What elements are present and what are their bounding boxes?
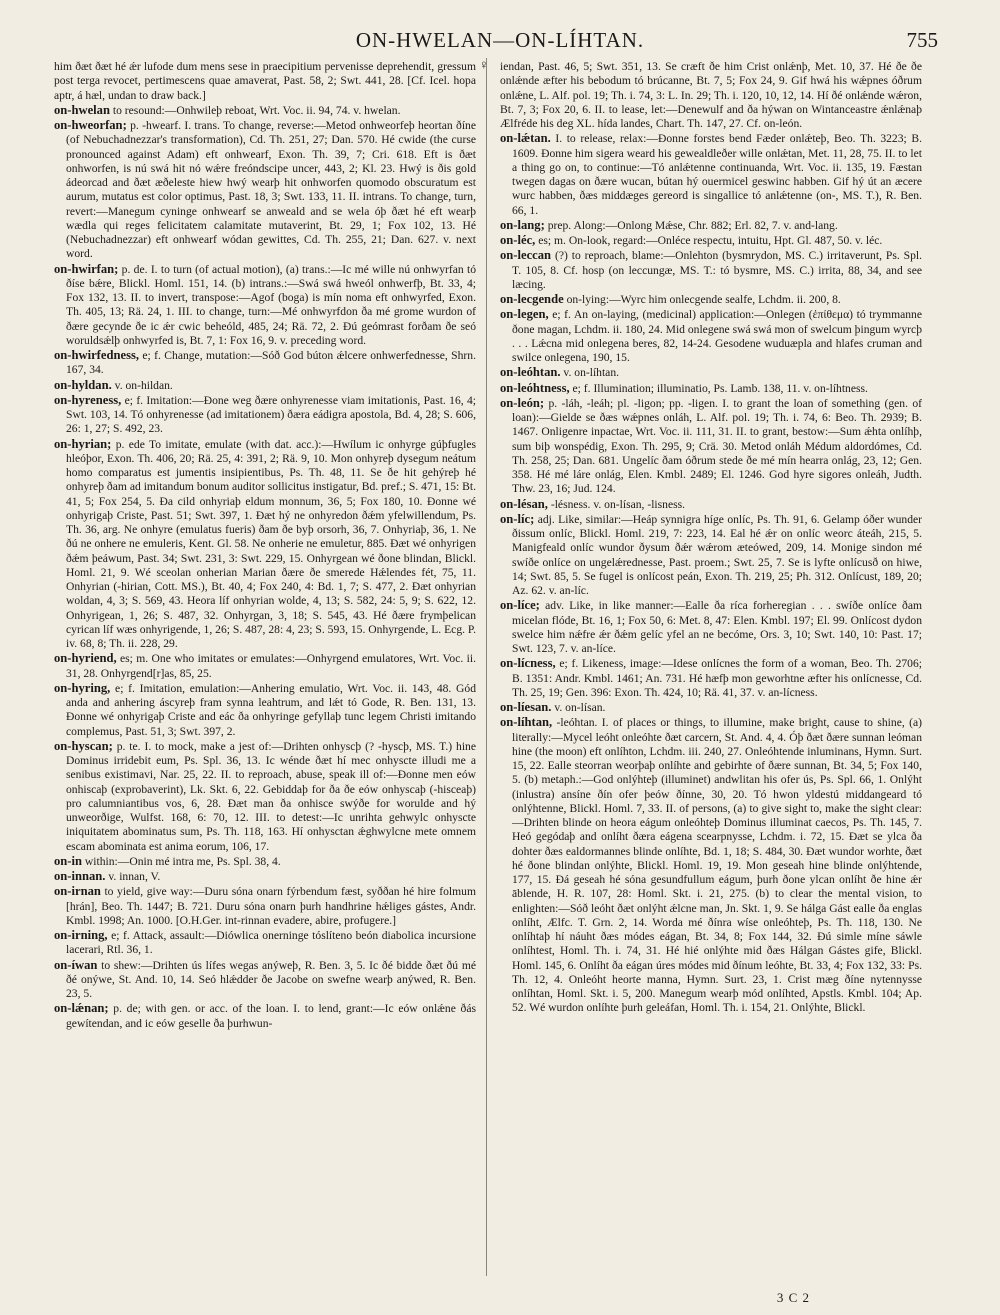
entry-headword: on-líce; (500, 598, 540, 613)
entry-headword: on-hwirfedness, (54, 348, 140, 362)
entry-definition: to resound:—Onhwileþ reboat, Wrt. Voc. ii. 94, 74. v. hwelan. (109, 103, 401, 117)
dictionary-entry (500, 700, 922, 715)
entry-headword: on-irnan (54, 884, 101, 899)
dictionary-entry (54, 958, 476, 1002)
entry-definition: es; m. On-look, regard:—Onléce respectu, intuitu, Hpt. Gl. 487, 50. v. léc. (535, 234, 883, 247)
entry-definition: adv. Like, in like manner:—Ealle ða ríca forheregian . . . swíðe onlíce ðam micelan flóde, Bt. 16, 1; Fox 50, 6: Met. 8, 47: Elen. Kmbl. 197; El. 99. Onlícost dydon swelce him nǽfre ǽr ðǽm gelíc yfel an ne becóme, Ors. 3, 10; Swt. 140, 10: Past. 17; Swt. 123, 7. v. an-líce. (512, 599, 922, 655)
entry-definition: -lésness. v. on-lísan, -lisness. (547, 497, 686, 511)
entry-definition: (?) to reproach, blame:—Onlehton (bysmrydon, MS. C.) irritaverunt, Ps. Spl. T. 105, 8. Cf. hosp (on leccungæ, MS. T.: tó bysmre, MS. C.) irrita, 88, 34, and see læcing. (512, 249, 922, 291)
entry-definition: e; f. An on-laying, (medicinal) application:—Onlegen (ἐπίθεμα) tó trymmanne ðone magan, Lchdm. ii. 180, 24. Mid onlegene swá swá mon of swelcum þingum wyrcþ . . . Lǽcna mid onlegena beres, 82, 14-24. Gesodene wuduæpla and hlafes cruman and swilce onlegena, 190, 15. (512, 308, 922, 364)
entry-definition: -leóhtan. I. of places or things, to illumine, make bright, cause to shine, (a) literally:—Mycel leóht onleóhte ðæt carcern, St. And. 4, 4. Óþ ðæt ðære sunnan leóman hine (the moon) eft onlíhton, Lchdm. iii. 240, 27. Onleóhtende inluminans, Hymn. Surt. 15, 22. Ealle steorran weorþaþ onlíhte and gebirhte of ðære sunnan, Bt. 34, 5; Fox 140, 5. (b) metaph.:—God onlýhteþ (illuminet) andwlitan his ofer ús, Ps. Spl. 66, 1. Onlýht (inlustra) ansíne ðín ofer þeów ðínne, 30, 20. Tó hwon yldestú middangeard tó onlýhtenne, Blickl. Homl. 7, 33. II. of persons, (a) to give sight to, make the sight clear:—Drihten blinde on heora eágum onleóhteþ Dominus illuminat caecos, Ps. Th. 145, 7. Heó gegódaþ and onlíht ðæra eágena scearpnysse, Lchdm. i. 72, 15. Ðæt se ylca ða dohter ðæs ealdormannes blinde onlíhte, Bd. 1, 18; S. 484, 30. Ðæt wundor worhte, ðæt hé ðone blindan onlýhte, Blickl. Homl. 19, 19. Mon geseah hine blinde onlýhtende, 177, 15. Ðá geseah hé sóna gesundfullum eágum, þurh ðone ylcan onlíht ðe hine ǽr āblende, H. R. 107, 28: Homl. Skt. i. 21, 275. (b) to clear the mental vision, to enlighten:—Sóð leóht ðæt onlýht ǽlcne man, Jn. Skt. 1, 9. Se hálga Gást ealle ða englas onlíht, Ælfc. T. Grn. 2, 14. Worda mé ðínra wíse onleóhteþ, Ps. Th. 118, 130. Ne onlíhtaþ hí náuht ðæs módes eágan, Bt. 34, 8; Fox 144, 32. Ðú simle míne sáwle onlíhtest, Homl. Th. i. 74, 31. Hé hié onlýhte mid ðæs Hálgan Gástes gife, Blickl. Homl. 145, 6. Onlíht ða eágan úres módes mid ðínum leóhte, Bt. 33, 4; Fox 132, 33: Ps. Th. 12, 4. Onleóht heorte manna, Hymn. Surt. 23, 1. Crist mæg ðíne nytennysse onlíhtan, Homl. Skt. i. 5, 200. Manegum wearþ mód onlíhted, Apstls. Kmbl. 104; Ap. 52. Wé wurdon onlíhte þurh geleáfan, Homl. Th. i. 154, 21. Onlýhte, Blickl. (512, 716, 922, 1015)
entry-definition: p. -hwearf. I. trans. To change, reverse:—Metod onhweorfeþ heortan ðíne (of Nebuchadnezzar's transformation), Cd. Th. 251, 27; Dan. 570. Hé cwide (the curse pronounced against Adam) eft onhwearf, Exon. Th. 39, 7; Cri. 618. Eft is ðæt onhworfen, is nú swá hit nó wǽre freóndscipe uncer, 443, 2; Kl. 23. Hwý is ðis gold ádeorcad and ðæt æðeleste hiew hwý wearþ hit onhworfen quomodo obscuratum est aurum, mutatus est color optimus, Past. 18, 3; Swt. 133, 11. II. intrans. To change, turn, revert:—Manegum cyninge onhwearf se anweald and se wela óþ ðæt hé eft wearþ wædla qui reges felicitatem calamitate mutaverint, Bt. 29, 1; Fox 102, 13. Hé (Nebuchadnezzar) eft onhwearf wódan gewittes, Cd. Th. 255, 21; Dan. 627. v. next word. (66, 119, 476, 261)
entry-definition: e; f. Imitation, emulation:—Anhering emulatio, Wrt. Voc. ii. 143, 48. Gód anda and anhering áscyreþ fram synna leahtrum, and lǽt tó Gode, R. Ben. 131, 13. Ðonne wé onhyrigaþ Criste and eác ða onhyringe gefyllaþ tunc legem Christi imitando complemus, Past. 51, 3; Swt. 397, 2. (66, 681, 476, 738)
column-divider (486, 58, 487, 1276)
dictionary-entry (500, 715, 922, 1015)
dictionary-entry (500, 248, 922, 292)
entry-headword: on-líesan. (500, 700, 552, 714)
dictionary-entry (54, 437, 476, 652)
dictionary-entry (500, 396, 922, 497)
entry-definition: e; f. Likeness, image:—Idese onlícnes the form of a woman, Beo. Th. 2706; B. 1351: Andr. Kmbl. 1461; An. 731. Hé hæfþ mon geworhtne æfter his onlícnesse, Cd. Th. 25, 19; Gen. 396: Exon. Th. 424, 10; Rä. 41, 37. v. an-lícness. (512, 657, 922, 699)
entry-definition: to yield, give way:—Duru sóna onarn fýrbendum fæst, syððan hé hire folmum [hrán], Beo. Th. 1447; B. 721. Duru sóna onarn þurh handhrine hǽliges gástes, Andr. Kmbl. 1998; An. 1000. [O.H.Ger. int-rinnan evadere, abire, profugere.] (66, 885, 476, 927)
entry-headword: on-hyreness, (54, 392, 122, 407)
entry-headword: on-hyrian; (54, 436, 112, 451)
dictionary-entry (500, 233, 922, 248)
dictionary-entry (54, 393, 476, 437)
dictionary-entry (54, 118, 476, 262)
entry-headword: on-líc; (500, 511, 535, 526)
entry-headword: on-leóhtness, (500, 380, 570, 395)
dictionary-entry (54, 348, 476, 378)
entry-headword: on-león; (500, 395, 545, 410)
entry-headword: on-hyring, (54, 680, 111, 695)
entry-definition: e; f. Attack, assault:—Diówlica onerninge tóslíteno beón diabolica incursione lacerari, Rtl. 36, 1. (66, 929, 476, 957)
entry-definition: v. on-lísan. (551, 701, 606, 714)
entry-headword: on-lang; (500, 217, 545, 232)
entry-definition: p. de. I. to turn (of actual motion), (a) trans.:—Ic mé wille nú onhwyrfan tó ðíse bǽre, Blickl. Homl. 151, 14. (b) intrans.:—Swá swá hweól onhwerfþ, Bt. 33, 4; Fox 132, 13. II. to invert, transpose:—Agof (boga) is mín noma eft onhwyrfed, Exon. Th. 405, 13; Rä. 24, 1. III. to change, turn:—Mé onhwyrfdon ða mé grome wurdon of ðære gecynde ðe ic ǽr cwic beheóld, 485, 24; Rä. 72, 2. Ðú geómrast forðam ðe seó woruldsǽlþ onhwyrfed is, Bt. 7, 1: Fox 16, 9. v. preceding word. (66, 262, 476, 347)
entry-definition: p. ede To imitate, emulate (with dat. acc.):—Hwílum ic onhyrge gúþfugles hleóþor, Exon. Th. 406, 20; Rä. 25, 4: 391, 2; Rä. 9, 10. Mon onhyreþ dysegum neátum homo comparatus est jumentis insipientibus, Ps. Th. 48, 11. Se ðe hit gehýreþ hé onhyreþ ðam ad imitandum bonum auditor sollicitus instigatur, Bd. pref.; S. 471, 15: Bt. 41, 5; Fox 254, 5. Ða cild onhyriaþ eldum monnum, 36, 5; Fox 180, 10. Ðonne wé onhyrigaþ Criste, Past. 51; Swt. 397, 1. Ðæt hý ne onhyredon ðǽm yfelwillendum, Ps. Th. 36, arg. Ne onhyre (emulatus fueris) ðam ðe byþ orsorh, 36, 7. Onhyriaþ, 36, 1. Ne ðú ne onhere ne emuleris, Kent. Gl. 58. Ne onherie ne emuletur, 885. Ðæt wé onhyrigen ðǽm þeáwum, Past. 34; Swt. 231, 3: Swt. 229, 15. Onhyrgean wé ðone blindan, Blickl. Homl. 21, 9. Wé sceolan onherian Marian ðære ðe smerede Hǽlendes fét, 75, 11. Onhyrian (-hirian, Cott. MS.), Bt. 40, 4; Fox 240, 4: Bd. 1, 7; S. 477, 2. Ðæt onhyrian woldan, 4, 3; S. 569, 43. Heora líf onhyrian wolde, 4, 13; S. 582, 24: 5, 9; S. 622, 12. Onhyrigean, 1, 26; S. 487, 32. Onhyrgan, 3, 18; S. 545, 43. Hé ðære frymþelican cyrican líf wæs onhyrigende, 1, 26; S. 487, 28: 4, 23; S. 593, 15. Onhyrgende, L. Ecg. P. iv. 68, 8; Th. ii. 228, 29. (66, 437, 476, 650)
entry-definition: v. innan, V. (105, 870, 161, 883)
entry-headword: on-léc, (500, 233, 536, 247)
dictionary-entry (54, 884, 476, 928)
entry-headword: on-irning, (54, 928, 108, 942)
entry-headword: on-lícness, (500, 656, 556, 671)
entry-headword: on-hweorfan; (54, 118, 127, 132)
page-number: 755 (906, 28, 938, 52)
entry-headword: on-íwan (54, 957, 98, 972)
entry-headword: on-in (54, 853, 82, 868)
dictionary-entry (54, 928, 476, 958)
dictionary-entry (500, 598, 922, 656)
running-head (0, 28, 1000, 52)
dictionary-entry (500, 656, 922, 700)
dictionary-entry (54, 60, 476, 103)
dictionary-entry (54, 869, 476, 884)
entry-headword: on-hyldan. (54, 377, 112, 392)
dictionary-entry (54, 378, 476, 393)
entry-headword: on-lǽnan; (54, 1001, 109, 1016)
dictionary-entry (54, 262, 476, 349)
entry-headword: on-leóhtan. (500, 365, 561, 380)
entry-definition: p. de; with gen. or acc. of the loan. I. to lend, grant:—Ic eów onlǽne ðás gewítendan, and ic eów geselle ða þurhwun- (66, 1002, 476, 1030)
entry-definition: e; f. Illumination; illuminatio, Ps. Lamb. 138, 11. v. on-líhtness. (569, 381, 868, 395)
dictionary-entry (500, 292, 922, 307)
entry-definition: adj. Like, similar:—Heáp synnigra híge onlíc, Ps. Th. 91, 6. Gelamp óðer wunder ðissum onlíc, Blickl. Homl. 219, 7: 223, 14. Eal hé ǽr on onlíc weorc áteáh, 215, 5. Manigfeald onlíc wundor ðysum ðǽr wǽrom æteówed, 209, 14. Monige sindon mé swíðe onlíce on ungelǽrednesse, Past. proem.; Swt. 25, 7. Se is lyfte onlícusð on hiwe, 14; Swt. 85, 5. Se fugel is onlícost peán, Exon. Th. 219, 25; Ph. 312. Onlícust, 189, 20; Az. 62. v. an-líc. (512, 512, 922, 597)
dictionary-entry (500, 381, 922, 396)
dictionary-entry (500, 497, 922, 512)
entry-definition: v. on-líhtan. (560, 366, 620, 380)
entry-definition: him ðæt ðæt hé ǽr lufode dum mens sese in praecipitium pervenisse deprehendit, gressum post terga revocet, pertimescens quae amaverat, Past. 58, 2; Swt. 441, 28. [Cf. Icel. hopa aptr, á hæl, undan to draw back.] (54, 60, 476, 102)
right-column (500, 60, 922, 1280)
entry-headword: on-hwelan (54, 102, 110, 117)
dictionary-entry (500, 365, 922, 380)
entry-definition: to shew:—Drihten ús lífes wegas anýweþ, R. Ben. 3, 5. Ic ðé bidde ðæt ðú mé ðé onýwe, St. And. 10, 14. Seó hlǽdder ðe Jacobe on swefne wearþ anýwed, R. Ben. 23, 5. (66, 958, 476, 1000)
dictionary-entry (54, 651, 476, 681)
entry-headword: on-lǽtan. (500, 131, 551, 146)
dictionary-entry (54, 1001, 476, 1031)
entry-definition: v. on-hildan. (111, 378, 173, 392)
entry-definition: on-lying:—Wyrc him onlecgende sealfe, Lchdm. ii. 200, 8. (563, 293, 841, 306)
dictionary-entry (54, 854, 476, 869)
entry-headword: on-hyscan; (54, 738, 113, 753)
page-title: ON-HWELAN—ON-LÍHTAN. (355, 28, 645, 52)
dictionary-entry (500, 60, 922, 131)
printer-signature: 3 C 2 (776, 1290, 810, 1305)
dictionary-entry (500, 512, 922, 599)
entry-headword: on-hyriend, (54, 651, 117, 666)
entry-headword: on-leccan (500, 248, 552, 263)
entry-headword: on-líhtan, (500, 715, 553, 730)
entry-headword: on-legen, (500, 307, 549, 322)
entry-definition: es; m. One who imitates or emulates:—Onhyrgend emulatores, Wrt. Voc. ii. 31, 28. Onhyrgend[r]as, 85, 25. (66, 652, 476, 680)
entry-definition: p. te. I. to mock, make a jest of:—Drihten onhyscþ (? -hyscþ, MS. T.) hine Dominus irridebit eum, Ps. Spl. 36, 13. Ic wénde ðæt hí mec onhyscte illudi me a senibus existimavi, Nar. 25, 22. II. to reproach, abuse, speak ill of:—Ðonne men eów onhiscaþ (exprobaverint), Lk. Skt. 6, 22. Gebiddaþ for ða ðe eów onhyscaþ (-hisceaþ) pro calumniantibus vos, 6, 28. Ðæt man ða onhisce swýðe for worulde and hý unweorðige, Wulfst. 168, 6: 70, 12. III. to detest:—Ic unrihta gehwylc onhyscte iniquitatem abominatus sum, Ps. Th. 118, 163. Hí onhysctan ǽghwylcne mete omnem escam abominata est anima eorum, 106, 17. (66, 739, 476, 853)
entry-definition: prep. Along:—Onlong Mǽse, Chr. 882; Erl. 82, 7. v. and-lang. (544, 218, 838, 232)
entry-headword: on-lecgende (500, 292, 564, 306)
entry-definition: e; f. Change, mutation:—Sóð God búton ǽlcere onhwerfednesse, Shrn. 167, 34. (66, 349, 476, 377)
entry-definition: iendan, Past. 46, 5; Swt. 351, 13. Se cræft ðe him Crist onlǽnþ, Met. 10, 37. Hé ðe ðe onlǽnde æfter his bebodum tó brúcanne, Bt. 7, 5; Fox 24, 9. Gif hwá his wǽpnes óðrum onlǽne, L. Alf. pol. 19; Th. i. 74, 3: L. In. 29; Th. i. 120, 10, 12, 14. Hí ðé onlǽnde wǽron, Bt. 7, 3; Fox 20, 6. II. to lease, let:—Denewulf and ða hýwan on Wintanceastre ǽnlǽnaþ Ælfréde his deg XL. hída landes, Chart. Th. 147, 27. Cf. on-león. (500, 60, 922, 130)
left-column (54, 60, 476, 1280)
dictionary-entry (500, 218, 922, 233)
entry-headword: on-hwirfan; (54, 261, 119, 276)
dictionary-entry (500, 131, 922, 218)
ornament-glyph: ♀ (479, 57, 489, 72)
dictionary-entry (54, 739, 476, 854)
dictionary-entry (54, 681, 476, 739)
entry-definition: p. -láh, -leáh; pl. -ligon; pp. -ligen. I. to grant the loan of something (gen. of loan):—Gielde se ðæs wǽpnes onláh, L. Alf. pol. 19; Th. i. 74, 6: Beo. Th. 2939; B. 1467. Onligenre inpactae, Wrt. Voc. ii. 111, 31. II. to grant, bestow:—Sum ǽhta onlíhþ, sum biþ wonspédig, Exon. Th. 295, 9; Crä. 30. Metod onláh Médum aldordómes, Cd. Th. 258, 25; Dan. 681. Ungelíc ðam óðrum stede ðe mé mín hearra onlág, 23, 12; Gen. 358. Hé mé láre onlág, Elen. Kmbl. 2489; El. 1246. God hyre sigores onleáh, Judth. Thw. 23, 16; Jud. 124. (512, 396, 922, 496)
entry-definition: I. to release, relax:—Ðonne forstes bend Fæder onlǽteþ, Beo. Th. 3223; B. 1609. Ðonne him sigera weard his gewealdleðer wille onlǽtan, Met. 11, 28, 75. II. to let a thing go on, to continue:—Tó anlǽtenne continuanda, Wrt. Voc. ii. 135, 19. Fæstan twegen dagas on ðære wucan, bútan hý ouermicel geswinc habben. Gif hý út an æcere wurc habben, ðæs middæges gereord is singallice tó anlǽtenne (on-, MS. T.), R. Ben. 66, 1. (512, 132, 922, 217)
dictionary-entry (500, 307, 922, 365)
entry-headword: on-innan. (54, 869, 106, 883)
entry-headword: on-lésan, (500, 496, 548, 511)
dictionary-entry (54, 103, 476, 118)
entry-definition: e; f. Imitation:—Ðone weg ðære onhyrenesse viam imitationis, Past. 16, 4; Swt. 103, 14. Tó onhyrenesse (ad imitationem) ðæra eádigra apostola, Bd. 4, 28; S. 606, 26: 1, 27; S. 492, 23. (66, 393, 476, 436)
entry-definition: within:—Onin mé intra me, Ps. Spl. 38, 4. (82, 854, 281, 868)
